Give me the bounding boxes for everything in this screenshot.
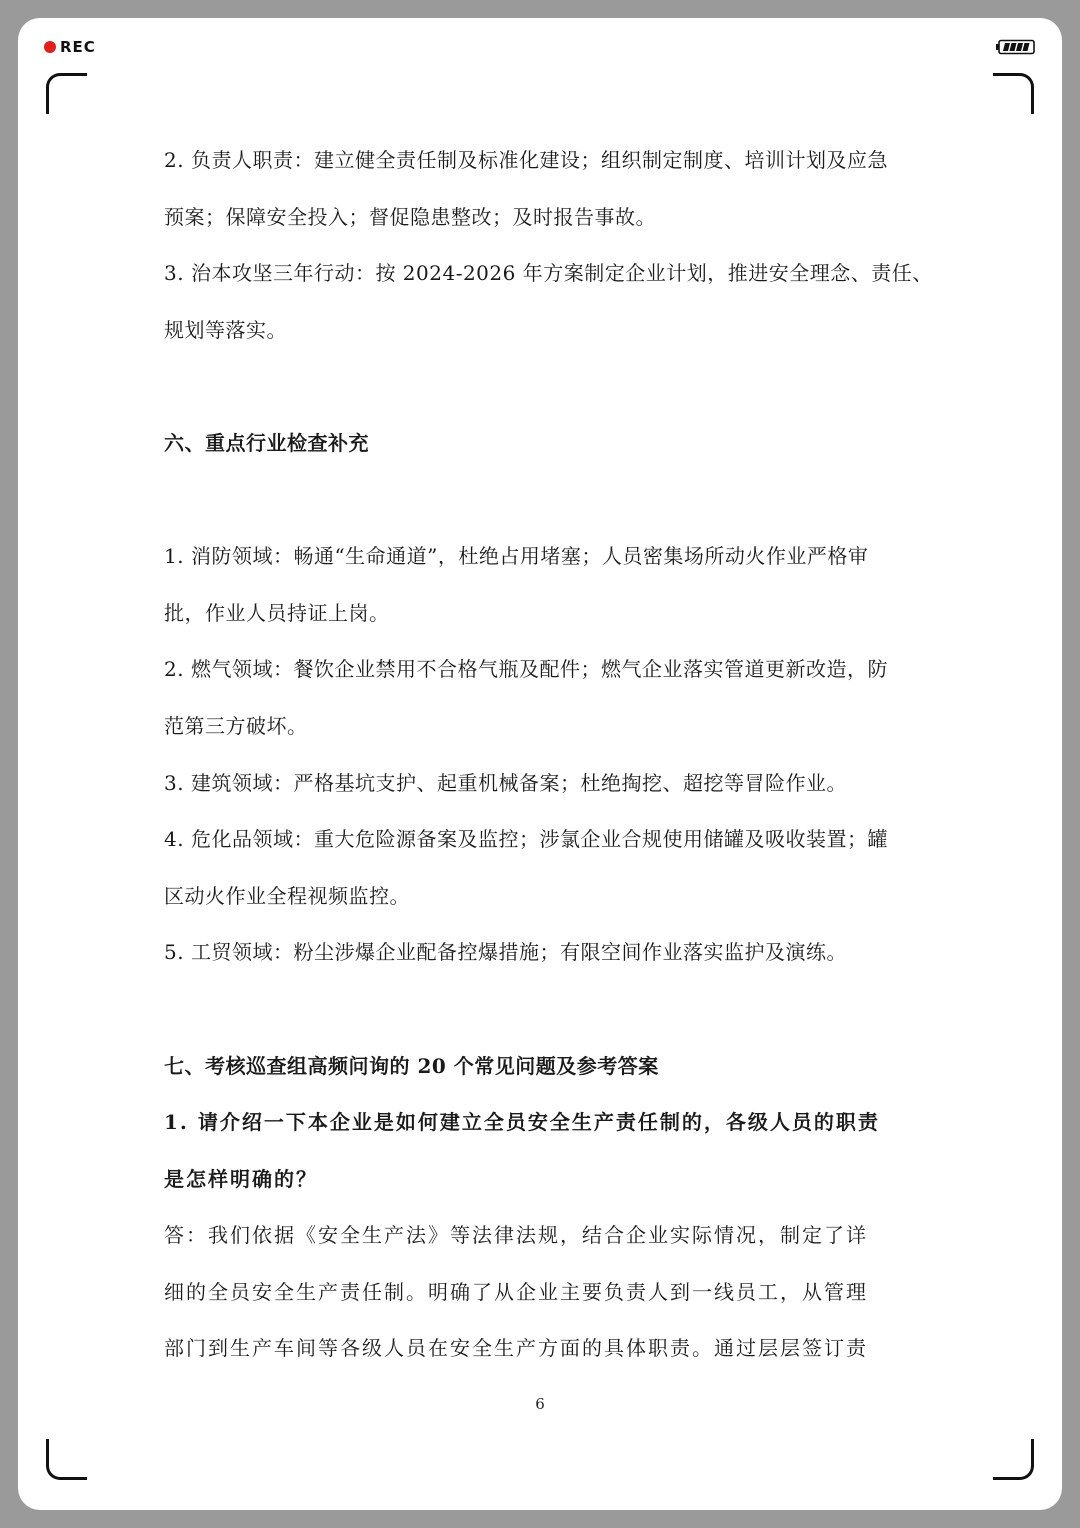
paragraph-line: 5. 工贸领域：粉尘涉爆企业配备控爆措施；有限空间作业落实监护及演练。	[164, 940, 847, 965]
page-number: 6	[535, 1395, 545, 1413]
recording-indicator	[44, 38, 96, 56]
document-body	[164, 132, 933, 1377]
battery-icon	[996, 39, 1036, 59]
paragraph-line: 批，作业人员持证上岗。	[164, 600, 390, 625]
paragraph-line: 区动火作业全程视频监控。	[164, 883, 410, 908]
record-dot-icon	[44, 41, 56, 53]
paragraph-line: 规划等落实。	[164, 317, 287, 342]
answer-line: 答：我们依据《安全生产法》等法律法规，结合企业实际情况，制定了详	[164, 1223, 868, 1248]
paragraph-line: 范第三方破坏。	[164, 713, 308, 738]
paragraph-line: 3. 建筑领域：严格基坑支护、起重机械备案；杜绝掏挖、超挖等冒险作业。	[164, 770, 847, 795]
answer-line: 部门到生产车间等各级人员在安全生产方面的具体职责。通过层层签订责	[164, 1336, 868, 1361]
paragraph-line: 预案；保障安全投入；督促隐患整改；及时报告事故。	[164, 204, 656, 229]
viewfinder-corner-top-right	[993, 73, 1034, 114]
document-page	[18, 18, 1062, 1510]
section-heading: 七、考核巡查组高频问询的 20 个常见问题及参考答案	[164, 1053, 659, 1078]
section-heading: 六、重点行业检查补充	[164, 430, 369, 455]
paragraph-line: 4. 危化品领域：重大危险源备案及监控；涉氯企业合规使用储罐及吸收装置；罐	[164, 827, 888, 852]
question-line: 是怎样明确的？	[164, 1166, 318, 1191]
viewfinder-corner-top-left	[46, 73, 87, 114]
paragraph-line: 2. 燃气领域：餐饮企业禁用不合格气瓶及配件；燃气企业落实管道更新改造，防	[164, 657, 888, 682]
paragraph-line: 1. 消防领域：畅通“生命通道”，杜绝占用堵塞；人员密集场所动火作业严格审	[164, 544, 869, 569]
paragraph-line: 3. 治本攻坚三年行动：按 2024-2026 年方案制定企业计划，推进安全理念、责任、	[164, 261, 933, 286]
viewfinder-corner-bottom-right	[993, 1439, 1034, 1480]
answer-line: 细的全员安全生产责任制。明确了从企业主要负责人到一线员工，从管理	[164, 1279, 868, 1304]
viewfinder-corner-bottom-left	[46, 1439, 87, 1480]
rec-label: REC	[60, 38, 96, 56]
question-line: 1. 请介绍一下本企业是如何建立全员安全生产责任制的，各级人员的职责	[164, 1110, 880, 1135]
paragraph-line: 2. 负责人职责：建立健全责任制及标准化建设；组织制定制度、培训计划及应急	[164, 148, 888, 172]
